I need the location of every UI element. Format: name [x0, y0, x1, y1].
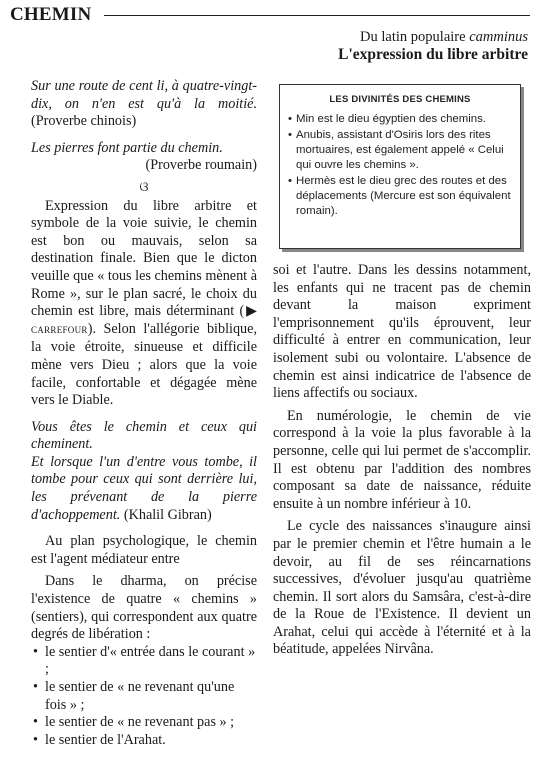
- left-column: [31, 78, 257, 749]
- sidebar-item: • Anubis, assistant d'Osiris lors des rites mortuaires, est également appelé « Celui qui ouvre les chemins ».: [288, 128, 512, 173]
- list-item: • le sentier de « ne revenant qu'une fois » ;: [31, 679, 257, 714]
- paragraph-numerology: En numérologie, le chemin de vie correspond à la voie la plus favorable à la personne, celle qui lui permet de s'accomplir. Il est obtenu par l'addition des nombres composant sa date de naissance, réduite ensuite à un nombre inférieur à 10.: [273, 407, 531, 512]
- sidebar-item: • Hermès est le dieu grec des routes et des déplacements (Mercure est son équivalent romain).: [288, 174, 512, 219]
- quote-text: Les pierres font partie du chemin.: [31, 139, 223, 156]
- ornament-icon: ଓ: [139, 178, 149, 194]
- paragraph-psychology-start: Au plan psychologique, le chemin est l'agent médiateur entre: [31, 533, 257, 567]
- entry-title: CHEMIN: [10, 4, 92, 25]
- quote-text: Et lorsque l'un d'entre vous tombe, il tombe pour ceux qui sont derrière lui, les prévenant de la pierre d'achoppement.: [31, 453, 257, 523]
- etymology: Du latin populaire camminus: [360, 29, 528, 45]
- sidebar-box: [279, 84, 521, 249]
- list-item: • le sentier de « ne revenant pas » ;: [31, 714, 257, 732]
- sentiers-list: [31, 644, 257, 750]
- quote-text: Sur une route de cent li, à quatre-vingt-dix, on n'en est qu'à la moitié.: [31, 78, 257, 112]
- sidebar-list: [280, 112, 520, 219]
- paragraph-intro: Expression du libre arbitre et symbole de la voie suivie, le chemin est bon ou mauvais, selon sa destination finale. Bien que le dicton veuille que « tous les chemins mènent à Rome », sur le plan sacré, le choix du chemin est libre, mais déterminant (▶ CARREFOUR). Selon l'allégorie biblique, la voie étroite, sinueuse et difficile mène vers Dieu ; alors que la voie facile, confortable et dégagée mène vers le Diable.: [31, 197, 257, 409]
- paragraph-cycle: Le cycle des naissances s'inaugure ainsi par le premier chemin et l'être humain a le devoir, au fil de ses réincarnations successives, d'évoluer jusqu'au quatrième chemin. Il sort alors du Samsâra, c'est-à-dire de la Roue de l'Existence. Il devient un Arahat, celui qui accède à l'éternité et à la béatitude, appelées Nirvâna.: [273, 518, 531, 658]
- quote-gibran: [31, 419, 257, 525]
- quote-source: (Proverbe roumain): [145, 157, 257, 174]
- quote-source: (Proverbe chinois): [31, 113, 137, 130]
- arrow-icon: ▶: [244, 303, 257, 320]
- list-item: • le sentier de l'Arahat.: [31, 732, 257, 750]
- cross-reference[interactable]: CARREFOUR: [31, 324, 88, 335]
- entry-subtitle: L'expression du libre arbitre: [338, 46, 528, 63]
- list-item: • le sentier d'« entrée dans le courant » ;: [31, 644, 257, 679]
- title-rule: [104, 15, 530, 16]
- right-column: [273, 262, 531, 659]
- paragraph-dharma: Dans le dharma, on précise l'existence de quatre « chemins » (sentiers), qui correspondent aux quatre degrés de libération :: [31, 573, 257, 643]
- quote-chinese: [31, 78, 257, 131]
- quote-romanian: [31, 140, 257, 175]
- quote-text: Vous êtes le chemin et ceux qui cheminent.: [31, 418, 257, 453]
- sidebar-title: LES DIVINITÉS DES CHEMINS: [329, 94, 471, 105]
- quote-source: (Khalil Gibran): [123, 506, 212, 523]
- sidebar-item: • Min est le dieu égyptien des chemins.: [288, 112, 512, 127]
- paragraph-psychology-cont: soi et l'autre. Dans les dessins notamment, les enfants qui ne tracent pas de chemin devant la maison expriment l'emprisonnement qu'ils éprouvent, leur difficulté à entrer en communication, leur isolement subi ou volontaire. L'absence de chemin est ainsi indicatrice de l'absence de liens affectifs ou sociaux.: [273, 262, 531, 402]
